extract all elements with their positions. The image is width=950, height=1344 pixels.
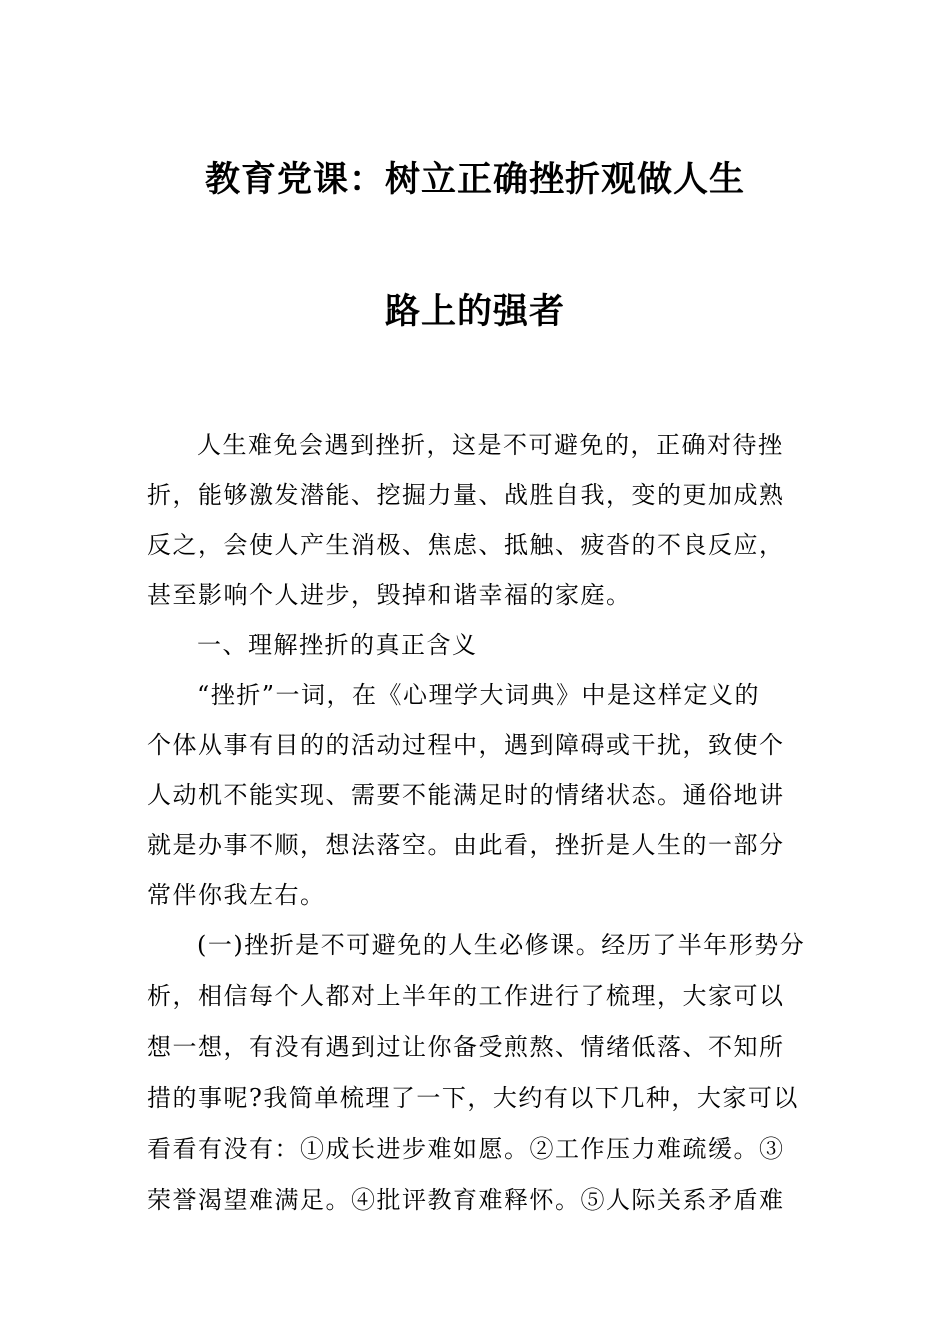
paragraph-line: “挫折”一词，在《心理学大词典》中是这样定义的	[197, 681, 761, 709]
paragraph-line: 常伴你我左右。	[147, 881, 326, 909]
document-body	[147, 420, 807, 1226]
paragraph-line: 甚至影响个人进步，毁掉和谐幸福的家庭。	[147, 581, 632, 609]
paragraph-line: 就是办事不顺，想法落空。由此看，挫折是人生的一部分	[147, 831, 785, 859]
document-title-line-1: 教育党课：树立正确挫折观做人生	[204, 159, 745, 200]
paragraph-line: 析，相信每个人都对上半年的工作进行了梳理，大家可以	[147, 982, 785, 1010]
section-heading: 一、理解挫折的真正含义	[197, 631, 478, 659]
paragraph-line: 想一想，有没有遇到过让你备受煎熬、情绪低落、不知所	[147, 1033, 785, 1061]
paragraph-line: 荣誉渴望难满足。④批评教育难释怀。⑤人际关系矛盾难	[147, 1186, 785, 1214]
paragraph-line: 个体从事有目的的活动过程中，遇到障碍或干扰，致使个	[147, 731, 785, 759]
paragraph-line: 反之，会使人产生消极、焦虑、抵触、疲沓的不良反应，	[147, 531, 785, 559]
document-title-line-2: 路上的强者	[384, 291, 565, 332]
paragraph-line: 看看有没有：①成长进步难如愿。②工作压力难疏缓。③	[147, 1135, 785, 1163]
paragraph-line: 折，能够激发潜能、挖掘力量、战胜自我，变的更加成熟	[147, 481, 785, 509]
paragraph-line: (一)挫折是不可避免的人生必修课。经历了半年形势分	[197, 931, 806, 959]
paragraph-line: 人生难免会遇到挫折，这是不可避免的，正确对待挫	[197, 431, 784, 459]
paragraph-line: 人动机不能实现、需要不能满足时的情绪状态。通俗地讲	[147, 781, 785, 809]
paragraph-line: 措的事呢?我简单梳理了一下，大约有以下几种，大家可以	[147, 1084, 799, 1112]
